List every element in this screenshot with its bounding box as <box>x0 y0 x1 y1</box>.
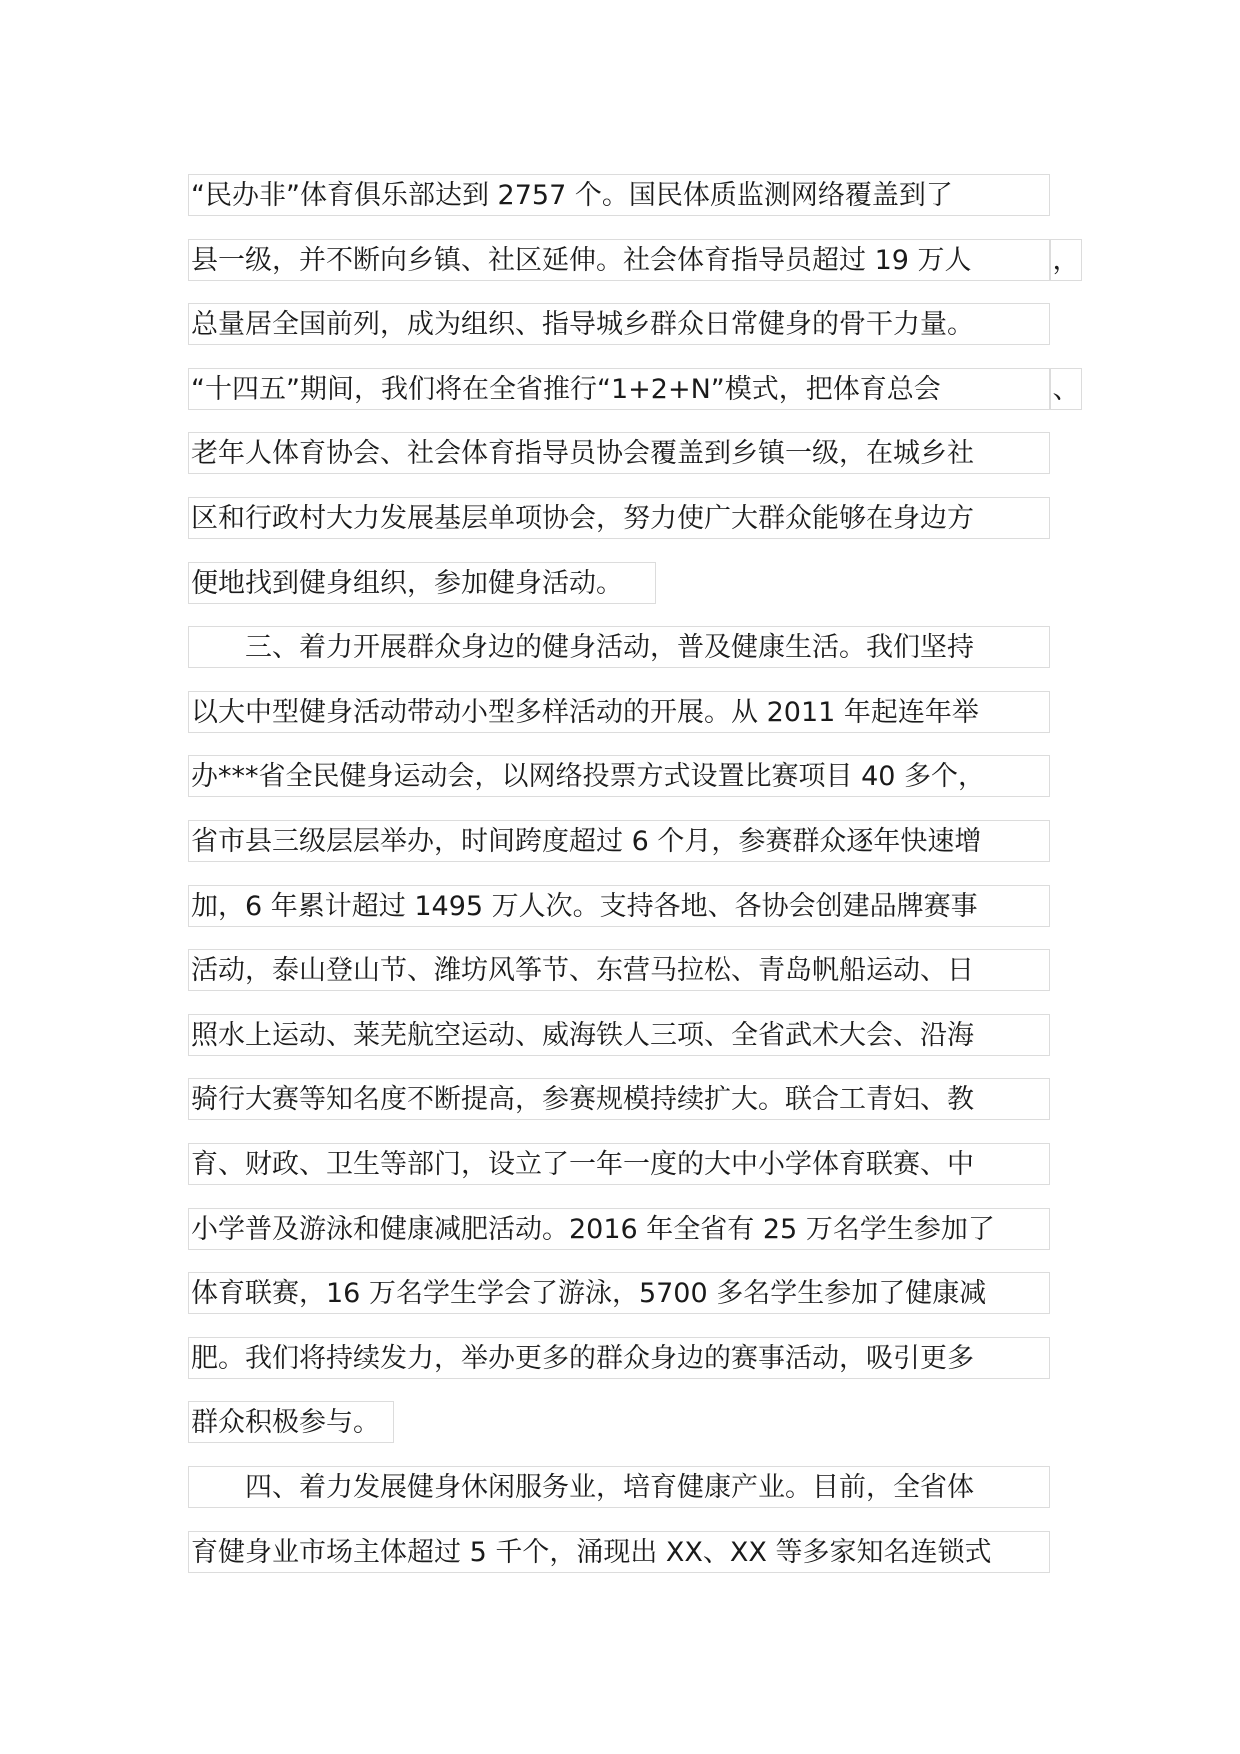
line-end-punctuation: 、 <box>1050 368 1082 410</box>
text-line: 群众积极参与。 <box>188 1401 394 1443</box>
text-line: 总量居全国前列，成为组织、指导城乡群众日常健身的骨干力量。 <box>188 303 1050 345</box>
text-line: 肥。我们将持续发力，举办更多的群众身边的赛事活动，吸引更多 <box>188 1337 1050 1379</box>
text-line: 省市县三级层层举办，时间跨度超过 6 个月，参赛群众逐年快速增 <box>188 820 1050 862</box>
text-line: 县一级，并不断向乡镇、社区延伸。社会体育指导员超过 19 万人 <box>188 239 1050 281</box>
text-line: “民办非”体育俱乐部达到 2757 个。国民体质监测网络覆盖到了 <box>188 174 1050 216</box>
text-line: 便地找到健身组织，参加健身活动。 <box>188 562 656 604</box>
text-line: 小学普及游泳和健康减肥活动。2016 年全省有 25 万名学生参加了 <box>188 1208 1050 1250</box>
text-line: 骑行大赛等知名度不断提高，参赛规模持续扩大。联合工青妇、教 <box>188 1078 1050 1120</box>
text-line: “十四五”期间，我们将在全省推行“1+2+N”模式，把体育总会 <box>188 368 1050 410</box>
paragraph-first-line: 三、着力开展群众身边的健身活动，普及健康生活。我们坚持 <box>188 626 1050 668</box>
text-line: 区和行政村大力发展基层单项协会，努力使广大群众能够在身边方 <box>188 497 1050 539</box>
text-line: 老年人体育协会、社会体育指导员协会覆盖到乡镇一级，在城乡社 <box>188 432 1050 474</box>
line-end-punctuation: ， <box>1050 239 1082 281</box>
text-line: 体育联赛，16 万名学生学会了游泳，5700 多名学生参加了健康减 <box>188 1272 1050 1314</box>
text-line: 办***省全民健身运动会，以网络投票方式设置比赛项目 40 多个， <box>188 755 1050 797</box>
text-line: 育健身业市场主体超过 5 千个，涌现出 XX、XX 等多家知名连锁式 <box>188 1531 1050 1573</box>
text-line: 照水上运动、莱芜航空运动、威海铁人三项、全省武术大会、沿海 <box>188 1014 1050 1056</box>
text-line: 育、财政、卫生等部门，设立了一年一度的大中小学体育联赛、中 <box>188 1143 1050 1185</box>
text-line: 加，6 年累计超过 1495 万人次。支持各地、各协会创建品牌赛事 <box>188 885 1050 927</box>
text-line: 活动，泰山登山节、潍坊风筝节、东营马拉松、青岛帆船运动、日 <box>188 949 1050 991</box>
text-line: 以大中型健身活动带动小型多样活动的开展。从 2011 年起连年举 <box>188 691 1050 733</box>
paragraph-first-line: 四、着力发展健身休闲服务业，培育健康产业。目前，全省体 <box>188 1466 1050 1508</box>
